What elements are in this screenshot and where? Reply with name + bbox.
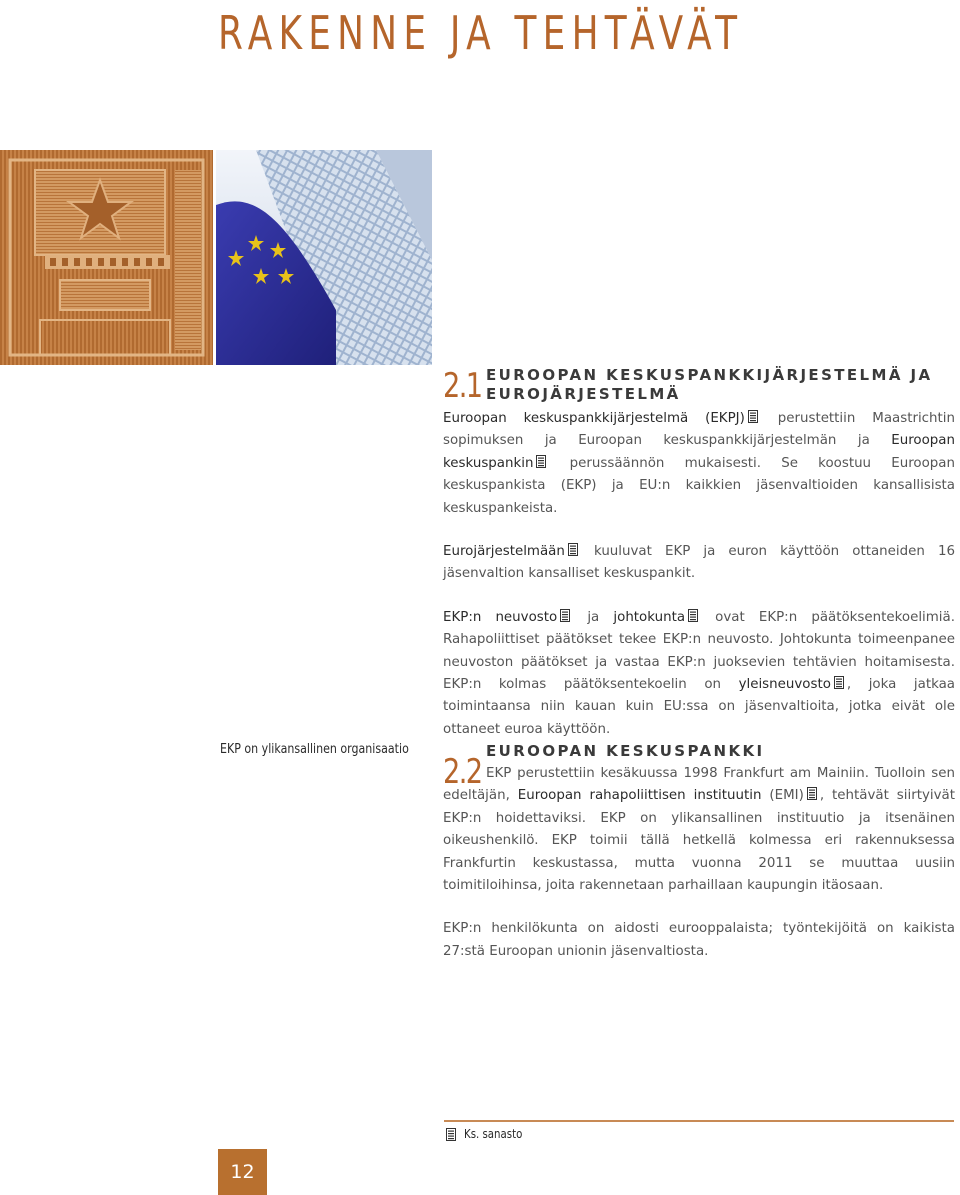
margin-note: EKP on ylikansallinen organisaatio xyxy=(220,742,409,757)
paragraph-text: kuuluvat EKP ja euron käyttöön ottaneiden 16 jäsenvaltion kansalliset keskuspankit. xyxy=(443,544,955,582)
glossary-icon xyxy=(807,787,817,800)
glossary-term[interactable]: EKP:n neuvosto xyxy=(443,609,558,625)
page-title: RAKENNE JA TEHTÄVÄT xyxy=(218,6,744,60)
section-title-line-2: EUROJÄRJESTELMÄ xyxy=(486,385,681,403)
glossary-term[interactable]: yleisneuvosto xyxy=(738,677,831,693)
section-number: 2.1 xyxy=(443,366,482,406)
glossary-term[interactable]: Euroopan rahapoliittisen instituutin xyxy=(517,788,762,804)
section-body xyxy=(443,763,955,963)
glossary-icon xyxy=(568,543,578,556)
glossary-term[interactable]: johtokunta xyxy=(613,609,686,625)
footnote xyxy=(446,1127,533,1141)
paragraph-text: EKP perustettiin kesäkuussa 1998 Frankfurt am Mainiin. Tuolloin sen edeltäjän, xyxy=(443,766,955,804)
ecb-tower-flag-image xyxy=(216,150,432,365)
paragraph xyxy=(443,541,955,586)
paragraph-text: ovat EKP:n päätöksentekoelimiä. Rahapoliittiset päätökset tekee EKP:n neuvosto. Johtokunta toimeenpanee neuvoston päätökset ja vastaa EKP:n juoksevien tehtävien hoitamisesta. EKP:n kolmas päätöksentekoelin on xyxy=(443,609,955,693)
section-body xyxy=(443,408,955,741)
footnote-label: Ks. sanasto xyxy=(464,1127,523,1141)
paragraph-text: perustettiin Maastrichtin sopimuksen ja Euroopan keskuspankkijärjestelmän ja xyxy=(443,411,955,449)
footnote-divider xyxy=(444,1120,954,1122)
section-title: EUROOPAN KESKUSPANKKI xyxy=(486,742,765,760)
glossary-icon xyxy=(834,676,844,689)
paragraph xyxy=(443,607,955,741)
glossary-icon xyxy=(560,609,570,622)
section-title-line-1: EUROOPAN KESKUSPANKKIJÄRJESTELMÄ JA xyxy=(486,366,933,384)
glossary-icon xyxy=(536,455,546,468)
paragraph-text: , tehtävät siirtyivät EKP:n hoidettaviksi. EKP on ylikansallinen instituutio ja itsenäinen oikeushenkilö. EKP toimii tällä hetkellä kolmessa eri rakennuksessa Frankfurtin keskustassa, mutta vuonna 2011 se muuttaa uusiin toimitiloihinsa, joita rakennetaan parhaillaan kaupungin itäosaan. xyxy=(443,788,956,894)
paragraph-text: ja xyxy=(573,609,614,625)
glossary-icon xyxy=(446,1128,456,1141)
glossary-icon xyxy=(688,609,698,622)
paragraph xyxy=(443,763,955,897)
glossary-icon xyxy=(748,410,758,423)
ornament-relief-graphic xyxy=(0,150,213,365)
glossary-term[interactable]: Eurojärjestelmään xyxy=(443,544,565,560)
paragraph: EKP:n henkilökunta on aidosti eurooppalaista; työntekijöitä on kaikista 27:stä Euroopan unionin jäsenvaltiosta. xyxy=(443,921,955,959)
tower-flag-graphic xyxy=(216,150,432,365)
paragraph xyxy=(443,408,955,520)
section-number: 2.2 xyxy=(443,752,482,792)
paragraph-text: perussäännön mukaisesti. Se koostuu Euroopan keskuspankista (EKP) ja EU:n kaikkien jäsenvaltioiden kansallisista keskuspankeista. xyxy=(443,455,955,516)
glossary-term[interactable]: Euroopan keskuspankkijärjestelmä (EKPJ) xyxy=(443,411,745,426)
glossary-term[interactable]: Euroopan keskuspankin xyxy=(443,433,955,471)
page-number: 12 xyxy=(218,1149,267,1195)
paragraph-text: (EMI) xyxy=(761,788,804,804)
paragraph-text: , joka jatkaa toimintaansa niin kauan kuin EU:ssa on jäsenvaltioita, jotka eivät ole ottaneet euroa käyttöön. xyxy=(443,677,956,737)
ornament-relief-image xyxy=(0,150,213,365)
